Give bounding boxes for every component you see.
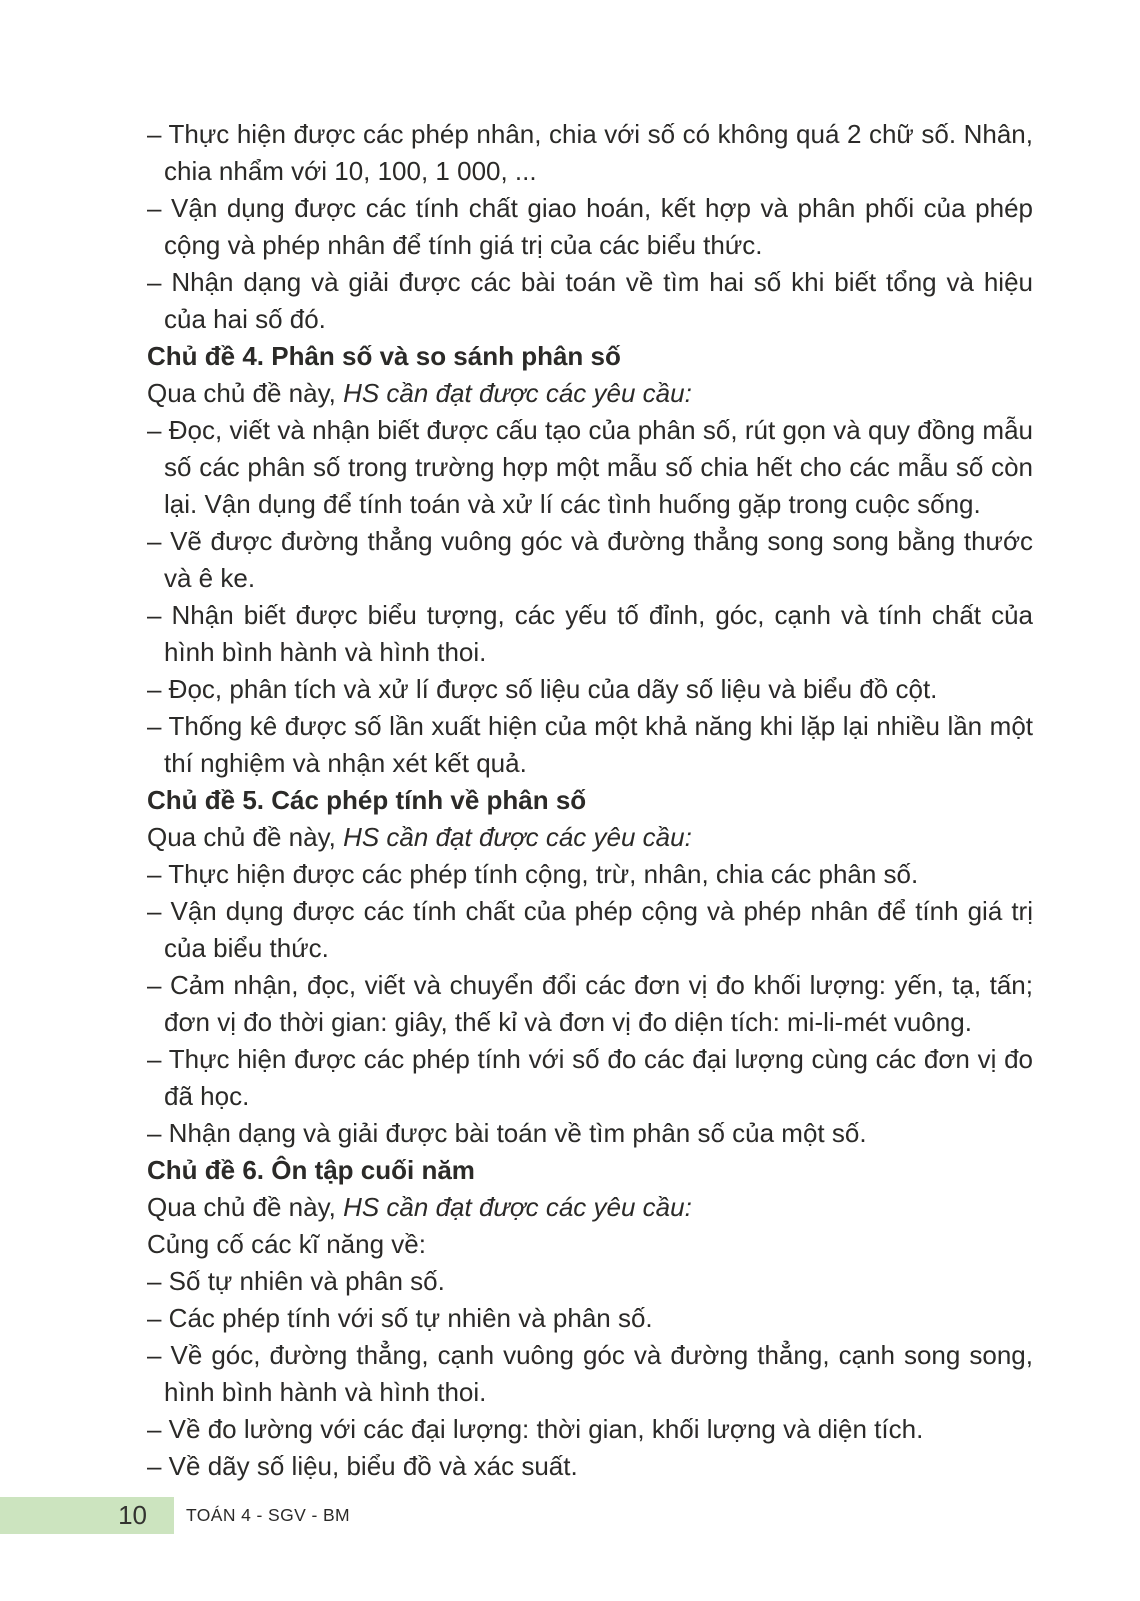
bullet-item: – Về dãy số liệu, biểu đồ và xác suất.	[147, 1451, 578, 1481]
bullet-item: – Cảm nhận, đọc, viết và chuyển đổi các đơn vị đo khối lượng: yến, tạ, tấn; đơn vị đo thời gian: giây, thế kỉ và đơn vị đo diện tích: mi-li-mét vuông.	[147, 970, 1033, 1037]
topic-heading-4: Chủ đề 4. Phân số và so sánh phân số	[147, 341, 621, 371]
intro-plain-text: Qua chủ đề này,	[147, 378, 344, 408]
bullet-item: – Nhận dạng và giải được bài toán về tìm phân số của một số.	[147, 1118, 867, 1148]
bullet-item: – Các phép tính với số tự nhiên và phân số.	[147, 1303, 653, 1333]
bullet-item: – Thực hiện được các phép tính với số đo các đại lượng cùng các đơn vị đo đã học.	[147, 1044, 1033, 1111]
page-number-band	[0, 1497, 174, 1534]
page-number: 10	[118, 1500, 147, 1530]
bullet-item: – Đọc, viết và nhận biết được cấu tạo của phân số, rút gọn và quy đồng mẫu số các phân số trong trường hợp một mẫu số chia hết cho các mẫu số còn lại. Vận dụng để tính toán và xử lí các tình huống gặp trong cuộc sống.	[147, 415, 1033, 519]
running-title: TOÁN 4 - SGV - BM	[186, 1505, 351, 1525]
topic-intro	[147, 375, 1033, 412]
bullet-item: – Vận dụng được các tính chất giao hoán, kết hợp và phân phối của phép cộng và phép nhân để tính giá trị của các biểu thức.	[147, 193, 1033, 260]
intro-italic-text: HS cần đạt được các yêu cầu:	[343, 378, 692, 408]
bullet-item: – Thống kê được số lần xuất hiện của một khả năng khi lặp lại nhiều lần một thí nghiệm và nhận xét kết quả.	[147, 711, 1033, 778]
intro-plain-text: Qua chủ đề này,	[147, 1192, 344, 1222]
page-body	[147, 116, 1033, 1485]
lead-text: Củng cố các kĩ năng về:	[147, 1229, 426, 1259]
bullet-item: – Nhận dạng và giải được các bài toán về tìm hai số khi biết tổng và hiệu của hai số đó.	[147, 267, 1033, 334]
topic-intro	[147, 1189, 1033, 1226]
bullet-item: – Nhận biết được biểu tượng, các yếu tố đỉnh, góc, cạnh và tính chất của hình bình hành và hình thoi.	[147, 600, 1033, 667]
bullet-item: – Về đo lường với các đại lượng: thời gian, khối lượng và diện tích.	[147, 1414, 924, 1444]
intro-plain-text: Qua chủ đề này,	[147, 822, 344, 852]
intro-italic-text: HS cần đạt được các yêu cầu:	[343, 822, 692, 852]
topic-intro	[147, 819, 1033, 856]
topic-heading-5: Chủ đề 5. Các phép tính về phân số	[147, 785, 587, 815]
bullet-item: – Về góc, đường thẳng, cạnh vuông góc và đường thẳng, cạnh song song, hình bình hành và hình thoi.	[147, 1340, 1033, 1407]
intro-italic-text: HS cần đạt được các yêu cầu:	[343, 1192, 692, 1222]
bullet-item: – Thực hiện được các phép tính cộng, trừ, nhân, chia các phân số.	[147, 859, 919, 889]
topic-heading-6: Chủ đề 6. Ôn tập cuối năm	[147, 1155, 475, 1185]
bullet-item: – Vận dụng được các tính chất của phép cộng và phép nhân để tính giá trị của biểu thức.	[147, 896, 1033, 963]
bullet-item: – Vẽ được đường thẳng vuông góc và đường thẳng song song bằng thước và ê ke.	[147, 526, 1033, 593]
bullet-item: – Đọc, phân tích và xử lí được số liệu của dãy số liệu và biểu đồ cột.	[147, 674, 938, 704]
bullet-item: – Số tự nhiên và phân số.	[147, 1266, 445, 1296]
bullet-item: – Thực hiện được các phép nhân, chia với số có không quá 2 chữ số. Nhân, chia nhẩm với 10, 100, 1 000, ...	[147, 119, 1033, 186]
